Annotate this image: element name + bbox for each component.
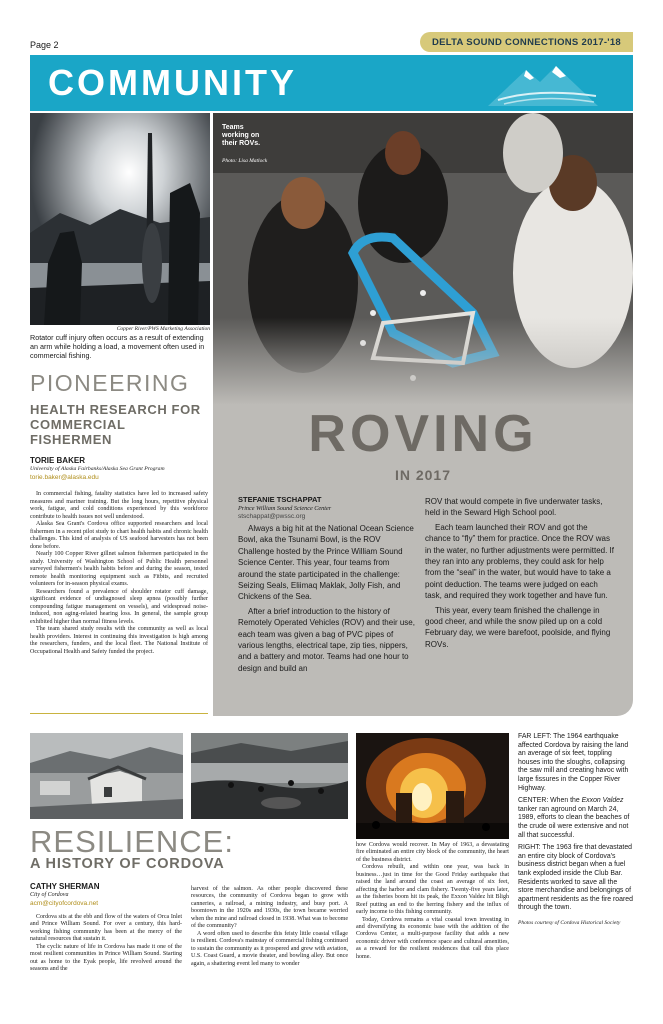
earthquake-photo — [30, 733, 183, 819]
section-title: COMMUNITY — [48, 62, 297, 103]
paragraph: Researchers found a prevalence of shoulder rotator cuff damage, significant evidence of undiagnosed sleep apnea (possibly further compounding fatigue management on vessels), and widespread noise-induced, non aging-related hearing loss. In general, the sample group exhibited higher than normal fitness levels. — [30, 588, 208, 625]
resilience-column-1 — [30, 914, 182, 974]
resilience-subheadline: A HISTORY OF CORDOVA — [30, 856, 225, 872]
resilience-headline: RESILIENCE: — [30, 824, 234, 859]
publication-tag: DELTA SOUND CONNECTIONS 2017-'18 — [420, 32, 633, 52]
roving-headline: ROVING — [308, 405, 538, 463]
pioneering-email-link[interactable]: torie.baker@alaska.edu — [30, 474, 99, 481]
rov-teams-photo — [213, 113, 633, 405]
paragraph: Always a big hit at the National Ocean Science Bowl, aka the Tsunami Bowl, is the ROV Challenge hosted by the Prince William Sound Science Center. This year, four teams from around the state participated in the challenge: Seizing Seals, Eliimaq Maklak, Jolly Fish, and Chickens of the Sea. — [238, 524, 414, 602]
fisherman-photo — [30, 113, 210, 325]
paragraph: In commercial fishing, fatality statistics have led to increased safety measures and mariner training. But the long hours, repetitive physical work, fatigue, and cold conditions experienced by this workforce contribute to health issues not well understood. — [30, 491, 208, 520]
photo-credit: Copper River/PWS Marketing Association — [116, 326, 210, 332]
paragraph: The team shared study results with the community as well as local health providers. Interest in continuing this investigation is high among the researchers, funders, and the local fleet. The National Institute of Occupational Health and Safety funded the project. — [30, 626, 208, 655]
roving-author: STEFANIE TSCHAPPAT — [238, 495, 322, 504]
paragraph: Cordova sits at the ebb and flow of the waters of Orca Inlet and Prince William Sound. For over a century, this hard-working fishing community has been at the mercy of the natural resources that sustain it. — [30, 914, 182, 943]
pioneering-affiliation: University of Alaska Fairbanks/Alaska Sea Grant Program — [30, 466, 165, 472]
bottom-photo-captions — [518, 733, 634, 931]
paragraph: Each team launched their ROV and got the chance to “fly” them for practice. Once the ROV was in the water, no further adjustments were permitted. If they ran into any problems, they could ask for help from the “seal” in the water, but would have to take a point deduction. The teams were judged on each task, and required they work together and have fun. — [425, 522, 614, 601]
paragraph: Cordova rebuilt, and within one year, was back in business…just in time for the Good Friday earthquake that raised the land around the coast an average of six feet, affecting the harbor and clam fishery. Twenty-five years later, as the fisheries boom hit its peak, the Exxon Valdez hit Bligh Reef putting an end to the herring fishery and the influx of early income to this fishing community. — [356, 864, 509, 916]
pioneering-headline: PIONEERING — [30, 370, 190, 396]
divider — [30, 713, 208, 714]
paragraph: Alaska Sea Grant's Cordova office supported researchers and local fishermen in a recent pilot study to chart health habits and chronic health challenges. This kind of analysis of US seafood harvesters has not been done before. — [30, 521, 208, 550]
paragraph: A word often used to describe this feisty little coastal village is resilient. Cordova's mainstay of commercial fishing continued to sustain the community as it prospered and grew with aviation, U.S. Coast Guard, a movie theater, and bowling alley. But once again, a shattering event led many to wonder — [191, 930, 348, 967]
paragraph: Nearly 100 Copper River gillnet salmon fishermen participated in the study. University of Washington School of Public Health personnel surveyed fishermen's health habits before and during the season, tested remote health monitoring equipment such as Fitbits, and recruited volunteers for in-season physical exams. — [30, 551, 208, 587]
photo-caption: Rotator cuff injury often occurs as a result of extending an arm while holding a load, a movement often used in commercial fishing. — [30, 333, 205, 360]
pioneering-body — [30, 491, 208, 656]
roving-column-1 — [238, 523, 416, 677]
resilience-email-link[interactable]: acm@cityofcordova.net — [30, 900, 99, 907]
roving-affiliation: Prince William Sound Science Center — [238, 505, 332, 512]
resilience-author: CATHY SHERMAN — [30, 882, 100, 891]
caption-center: CENTER: When the Exxon Valdez tanker ran aground on March 24, 1989, efforts to clean the beaches of the crude oil were extensive and not all that successful. — [518, 797, 630, 839]
paragraph: Today, Cordova remains a vital coastal town investing in and diversifying its economic base with the addition of the Cordova Center, a multi-purpose facility that adds a new economic driver with conference space and cultural amenities, as a reward for the resilient residences that call this place home. — [356, 916, 509, 960]
fire-photo — [356, 733, 509, 839]
paragraph: The cyclic nature of life in Cordova has made it one of the most resilient communities in Prince William Sound. Starting out as home to the Eyak people, life revolved around the seasons and the — [30, 943, 182, 973]
pioneering-author: TORIE BAKER — [30, 456, 85, 465]
paragraph: This year, every team finished the challenge in good cheer, and while the snow piled up on a cold February day, we were barefoot, poolside, and flying ROVs. — [425, 605, 611, 649]
rov-photo-caption: Teams working on their ROVs. — [222, 124, 261, 147]
photos-credit: Photos courtesy of Cordova Historical Society — [518, 919, 621, 926]
roving-email-link[interactable]: stschappat@pwssc.org — [238, 513, 306, 520]
paragraph: After a brief introduction to the history of Remotely Operated Vehicles (ROV) and their use, each team was given a bag of PVC pipes of various lengths, electrical tape, zip ties, nippers, and a battery and motor. Teams had one hour to design and build an — [238, 606, 415, 673]
resilience-affiliation: City of Cordova — [30, 892, 69, 898]
rov-photo-credit: Photo: Lisa Matlock — [222, 158, 268, 164]
roving-column-2 — [425, 496, 615, 653]
paragraph: ROV that would compete in five underwater tasks, held in the Seward High School pool. — [425, 497, 603, 518]
paragraph: harvest of the salmon. As other people discovered these resources, the community of Cordova began to grow with canneries, a railroad, a mining industry, and busy port. A boomtown in the 1920s and 1930s, the town became worried when the mine and railroad closed in 1938. What was to become of the community? — [191, 886, 348, 930]
oil-spill-photo — [191, 733, 348, 819]
resilience-column-3 — [356, 842, 509, 961]
paragraph: how Cordova would recover. In May of 1963, a devastating fire eliminated an entire city block of the community, the heart of the business district. — [356, 842, 509, 863]
roving-subheadline: IN 2017 — [394, 467, 452, 483]
caption-right: RIGHT: The 1963 fire that devastated an entire city block of Cordova's business district began when a fuel tank exploded inside the Club Bar. Residents worked to save all the store merchandise and belongings of apartment residents as the fire roared through the town. — [518, 844, 633, 912]
resilience-column-2 — [191, 886, 348, 968]
pioneering-subheadline: HEALTH RESEARCH FOR COMMERCIAL FISHERMEN — [30, 402, 201, 447]
mountain-logo-icon — [478, 58, 608, 108]
page-number: Page 2 — [30, 40, 59, 50]
caption-far-left: FAR LEFT: The 1964 earthquake affected Cordova by raising the land an average of six feet, toppling houses into the sloughs, collapsing the saw mill and creating havoc with large fissures in the Copper River Highway. — [518, 733, 629, 792]
